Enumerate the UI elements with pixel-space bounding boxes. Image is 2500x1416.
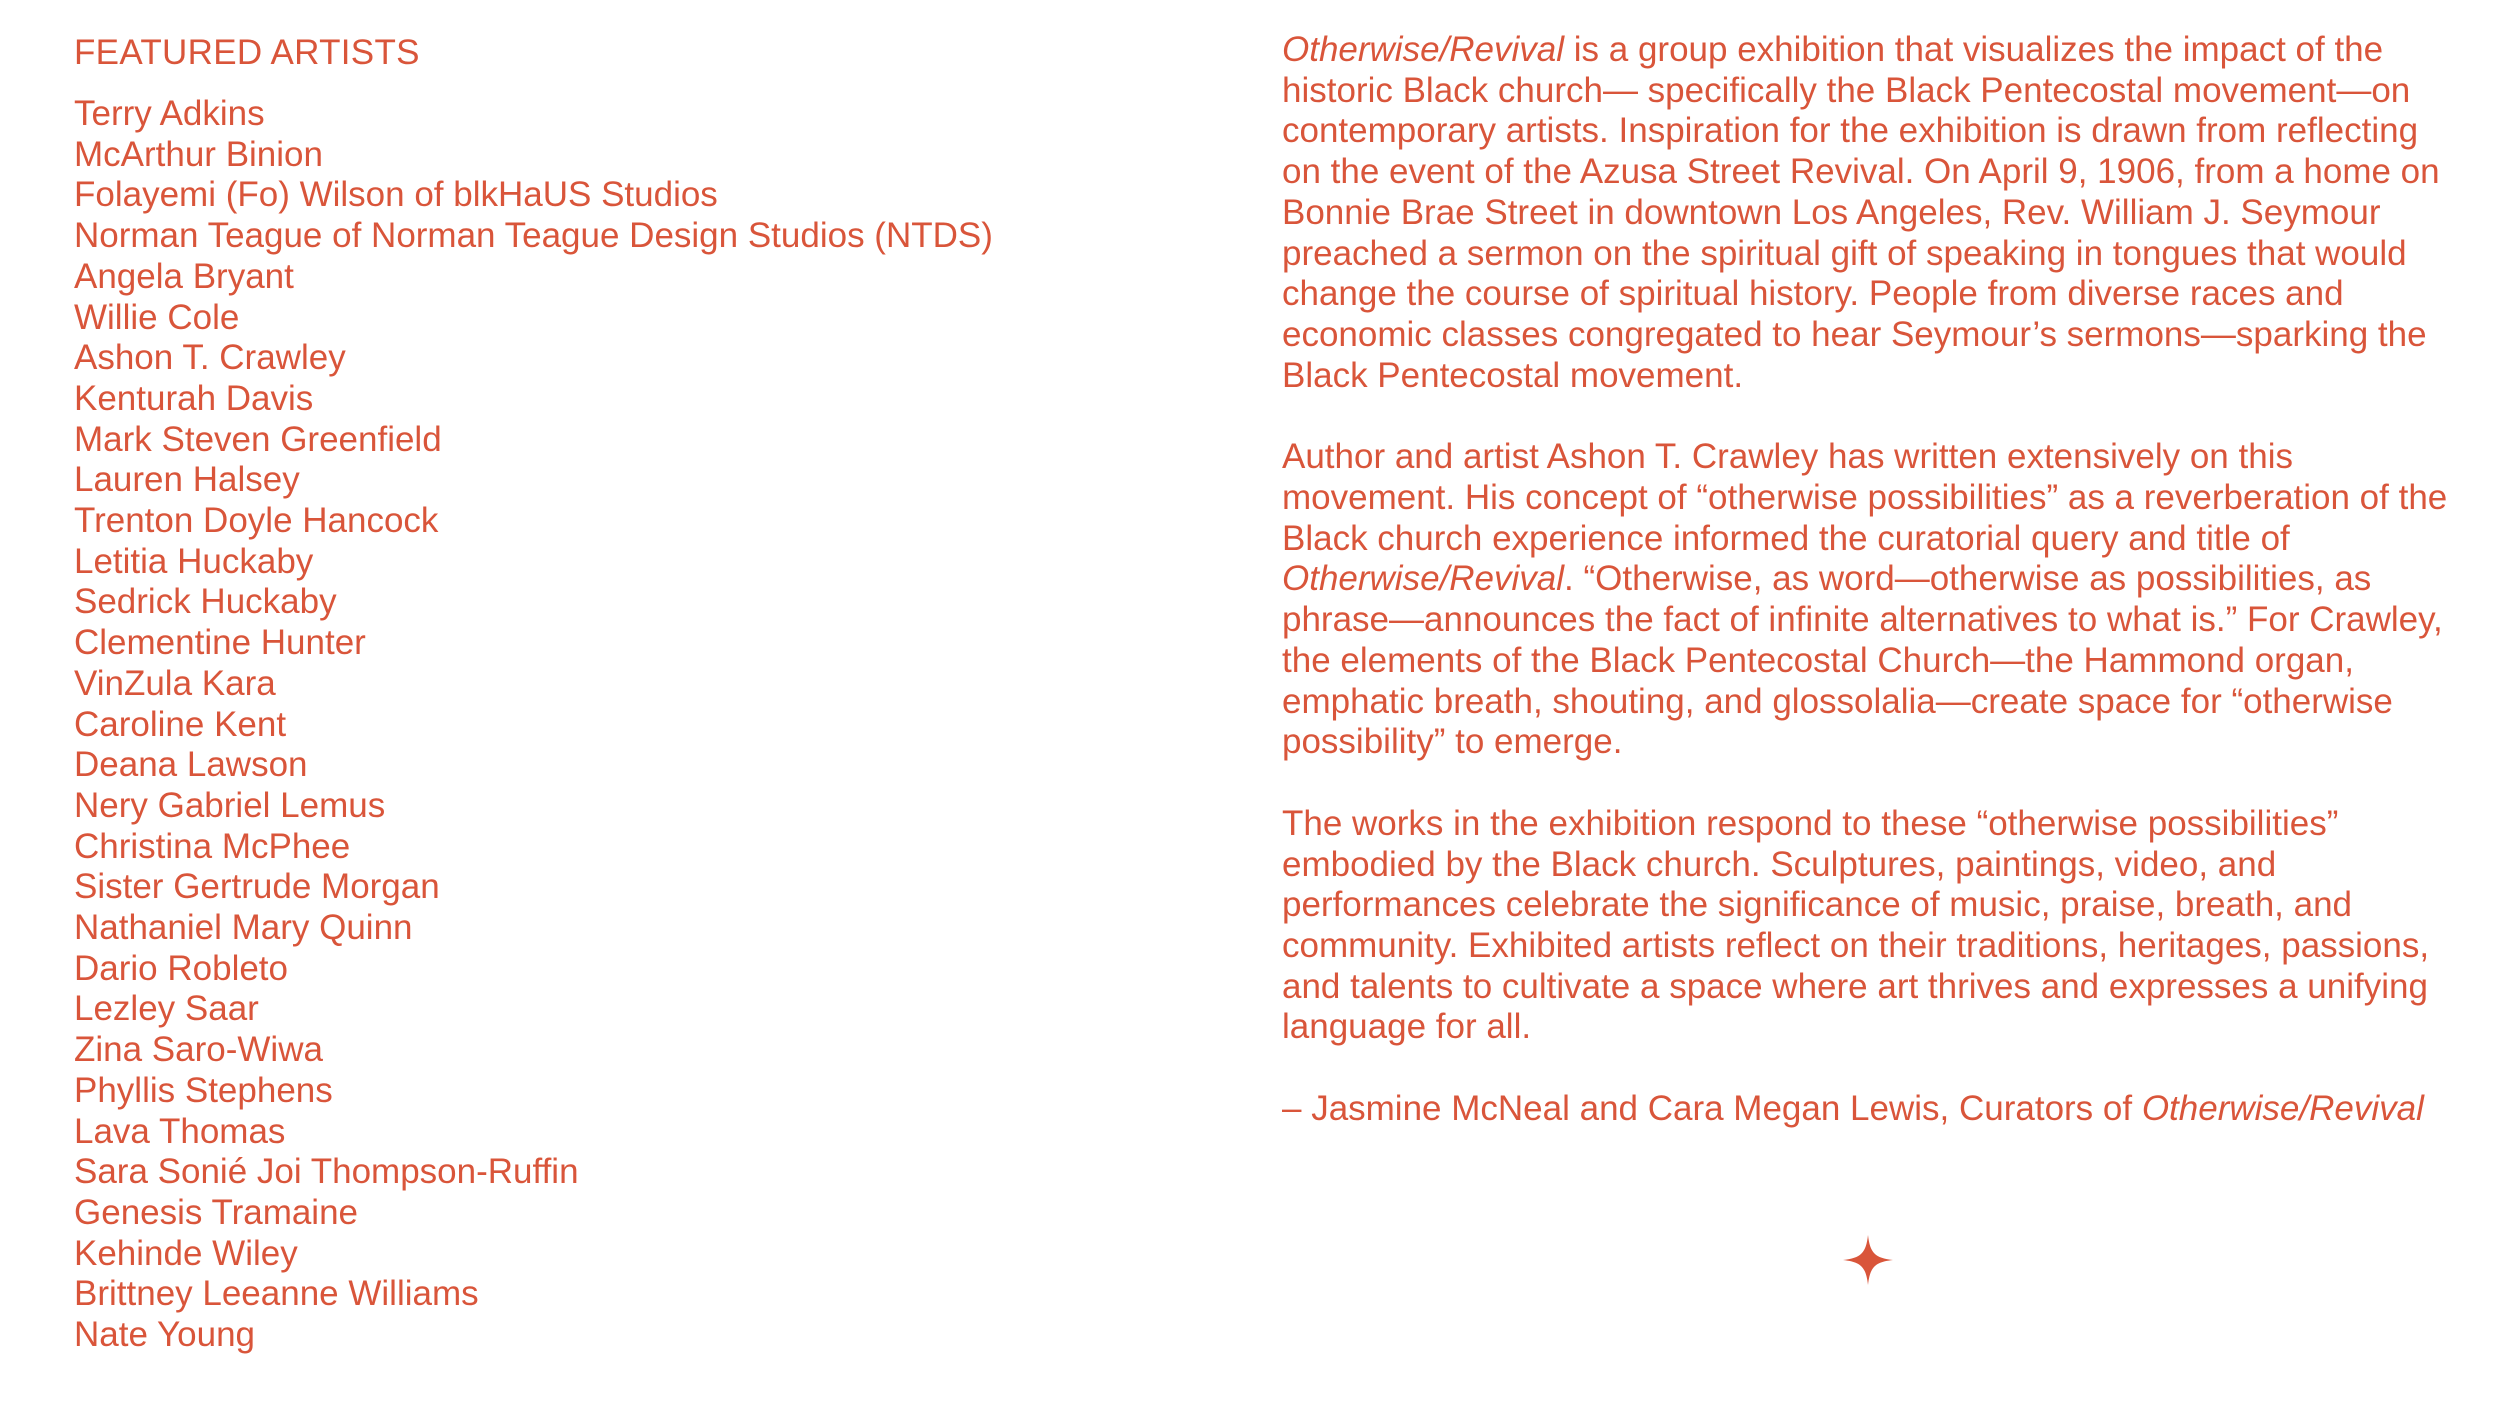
artist-name: Genesis Tramaine bbox=[74, 1192, 359, 1232]
artist-name: Lava Thomas bbox=[74, 1111, 286, 1151]
artist-name: Phyllis Stephens bbox=[74, 1070, 333, 1110]
artist-name: Caroline Kent bbox=[74, 704, 287, 744]
artist-name: Nery Gabriel Lemus bbox=[74, 785, 386, 825]
artist-name: Nathaniel Mary Quinn bbox=[74, 908, 413, 948]
four-point-star-icon bbox=[1843, 1235, 1893, 1285]
artist-name: Brittney Leeanne Williams bbox=[74, 1274, 479, 1314]
essay-text: is a group exhibition that visualizes the impact of the historic Black church— specifically the Black Pentecostal movement—on contemporary artists. Inspiration for the exhibition is drawn from reflecting on the event of the Azusa Street Revival. On April 9, 1906, from a home on Bonnie Brae Street in downtown Los Angeles, Rev. William J. Seymour preached a sermon on the spiritual gift of speaking in tongues that would change the course of spiritual history. People from diverse races and economic classes congregated to hear Seymour’s sermons—sparking the Black Pentecostal movement. bbox=[1282, 30, 2440, 395]
artist-name: Lezley Saar bbox=[74, 989, 259, 1029]
featured-artists-heading: FEATURED ARTISTS bbox=[74, 33, 420, 72]
essay-text: The works in the exhibition respond to these “otherwise possibilities” embodied by the Black church. Sculptures, paintings, video, and performances celebrate the significance of music, praise, breath, and community. Exhibited artists reflect on their traditions, heritages, passions, and talents to cultivate a space where art thrives and expresses a unifying language for all. bbox=[1282, 803, 2430, 1047]
artist-name: Clementine Hunter bbox=[74, 623, 366, 663]
artist-name: McArthur Binion bbox=[74, 134, 323, 174]
artist-name: Kenturah Davis bbox=[74, 378, 314, 418]
essay-paragraph-intro bbox=[1282, 30, 2462, 396]
artist-name: Trenton Doyle Hancock bbox=[74, 501, 439, 541]
essay-text: . “Otherwise, as word—otherwise as possibilities, as phrase—announces the fact of infinite alternatives to what is.” For Crawley, the elements of the Black Pentecostal Church—the Hammond organ, emphatic breath, shouting, and glossolalia—create space for “otherwise possibility” to emerge. bbox=[1282, 559, 2443, 762]
essay-paragraph-crawley bbox=[1282, 437, 2462, 763]
featured-artists-section bbox=[74, 30, 1174, 1356]
artist-name: Letitia Huckaby bbox=[74, 541, 314, 581]
signature-text: – Jasmine McNeal and Cara Megan Lewis, Curators of bbox=[1282, 1089, 2142, 1129]
curator-signature bbox=[1282, 1089, 2462, 1130]
artist-name: Willie Cole bbox=[74, 297, 240, 337]
artist-name: Ashon T. Crawley bbox=[74, 338, 346, 378]
exhibition-title: Otherwise/Revival bbox=[1282, 30, 1565, 69]
artist-name: Sara Sonié Joi Thompson-Ruffin bbox=[74, 1152, 579, 1192]
artist-name: Angela Bryant bbox=[74, 256, 294, 296]
artist-name: Christina McPhee bbox=[74, 826, 351, 866]
essay-paragraph-works bbox=[1282, 804, 2462, 1048]
artist-name: Folayemi (Fo) Wilson of blkHaUS Studios bbox=[74, 175, 718, 215]
artist-name: VinZula Kara bbox=[74, 663, 276, 703]
artist-name: Deana Lawson bbox=[74, 745, 308, 785]
artist-name: Sedrick Huckaby bbox=[74, 582, 337, 622]
essay-text: Author and artist Ashon T. Crawley has written extensively on this movement. His concept of “otherwise possibilities” as a reverberation of the Black church experience informed the curatorial query and title of bbox=[1282, 437, 2448, 558]
exhibition-title: Otherwise/Revival bbox=[1282, 559, 1565, 599]
artist-name: Nate Young bbox=[74, 1315, 256, 1355]
artist-name: Dario Robleto bbox=[74, 948, 288, 988]
artist-name: Lauren Halsey bbox=[74, 460, 300, 500]
artist-name: Mark Steven Greenfield bbox=[74, 419, 442, 459]
curatorial-essay bbox=[1282, 30, 2462, 1171]
exhibition-title: Otherwise/Revival bbox=[2141, 1089, 2424, 1129]
artist-name: Terry Adkins bbox=[74, 94, 265, 133]
artist-name: Sister Gertrude Morgan bbox=[74, 867, 440, 907]
artist-name: Kehinde Wiley bbox=[74, 1233, 298, 1273]
artist-name: Norman Teague of Norman Teague Design Studios (NTDS) bbox=[74, 216, 993, 256]
artist-name: Zina Saro-Wiwa bbox=[74, 1030, 323, 1070]
artist-list bbox=[74, 94, 1174, 1356]
